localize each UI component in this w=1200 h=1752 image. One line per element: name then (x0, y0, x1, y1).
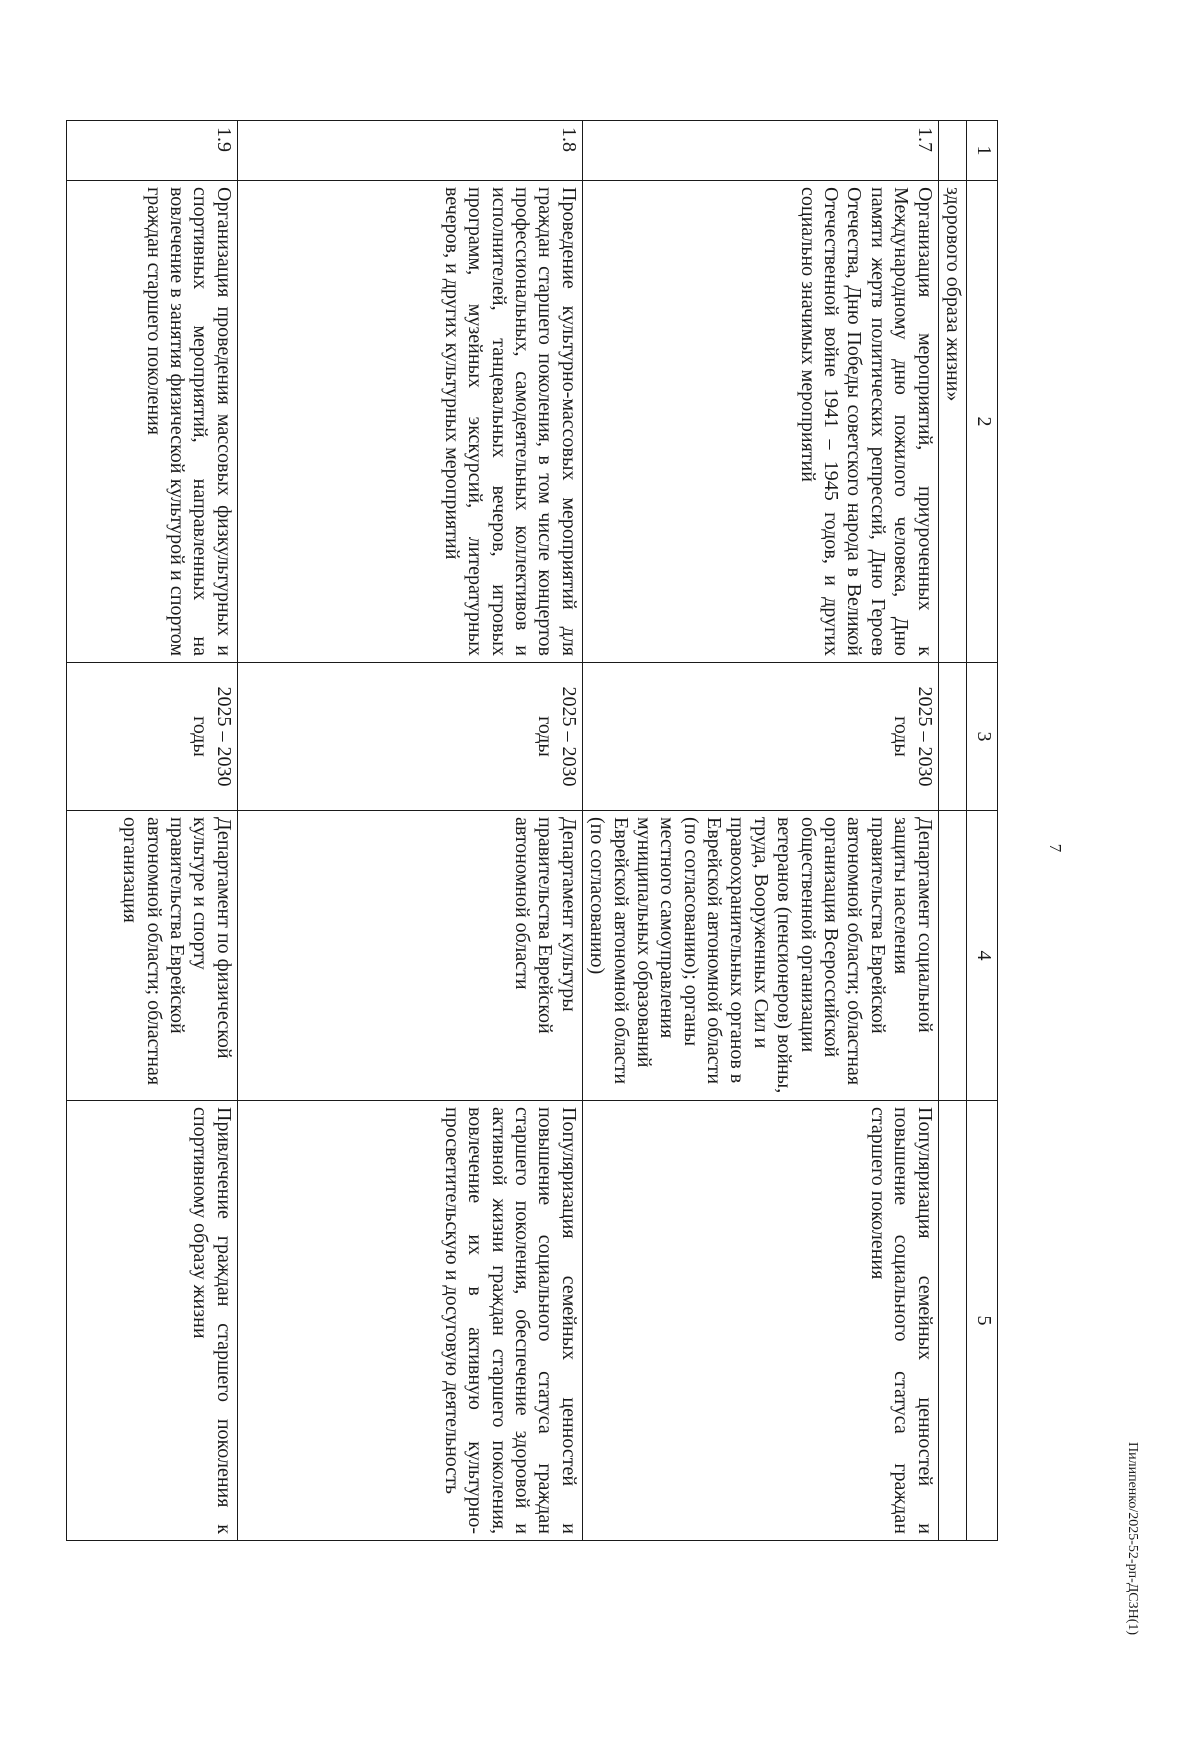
header-col-3: 3 (967, 663, 998, 811)
continuation-text: здорового образа жизни» (938, 181, 966, 663)
continuation-empty-cell (938, 1101, 966, 1541)
table-row (237, 121, 582, 1541)
table-row (67, 121, 238, 1541)
page-number: 7 (1046, 843, 1065, 853)
document-reference: Пилипенко/2025-52-рп-ДСЗН(1) (1125, 1442, 1140, 1636)
event-cell: Проведение культурно-массовых мероприятий для граждан старшего поколения, в том числе концертов профессиональных, самодеятельных коллективов и исполнителей, танцевальных вечеров, игровых программ, музейных экскурсий, литературных вечеров, и других культурных мероприятий (237, 181, 582, 663)
period-cell: 2025 – 2030 годы (67, 663, 238, 811)
period-cell: 2025 – 2030 годы (582, 663, 938, 811)
table-row (582, 121, 938, 1541)
continuation-empty-cell (938, 811, 966, 1101)
header-col-1: 1 (967, 121, 998, 181)
row-number: 1.8 (237, 121, 582, 181)
event-cell: Организация мероприятий, приуроченных к Международному дню пожилого человека, Дню памяти жертв политических репрессий, Дню Героев Отечества, Дню Победы советского народа в Великой Отечественной войне 1941 – 1945 годов, и других социально значимых мероприятий (582, 181, 938, 663)
responsible-cell: Департамент культуры правительства Еврейской автономной области (237, 811, 582, 1101)
row-number: 1.9 (67, 121, 238, 181)
program-table (66, 120, 998, 1540)
continuation-row (938, 121, 966, 1541)
continuation-empty-cell (938, 121, 966, 181)
header-row (967, 121, 998, 1541)
header-col-4: 4 (967, 811, 998, 1101)
event-cell: Организация проведения массовых физкультурных и спортивных мероприятий, направленных на вовлечение в занятия физической культурой и спортом граждан старшего поколения (67, 181, 238, 663)
continuation-empty-cell (938, 663, 966, 811)
header-col-5: 5 (967, 1101, 998, 1541)
result-cell: Привлечение граждан старшего поколения к спортивному образу жизни (67, 1101, 238, 1541)
result-cell: Популяризация семейных ценностей и повышение социального статуса граждан старшего поколения, обеспечение здоровой и активной жизни граждан старшего поколения, вовлечение их в активную культурно-просветительскую и досуговую деятельность (237, 1101, 582, 1541)
responsible-cell: Департамент социальной защиты населения правительства Еврейской автономной области; областная организация Всероссийской общественной организации ветеранов (пенсионеров) войны, труда, Вооруженных Сил и правоохранительных органов в Еврейской автономной области (по согласованию); органы местного самоуправления муниципальных образований Еврейской автономной области (по согласованию) (582, 811, 938, 1101)
result-cell: Популяризация семейных ценностей и повышение социального статуса граждан старшего поколения (582, 1101, 938, 1541)
header-col-2: 2 (967, 181, 998, 663)
period-cell: 2025 – 2030 годы (237, 663, 582, 811)
events-table (66, 120, 998, 1541)
row-number: 1.7 (582, 121, 938, 181)
responsible-cell: Департамент по физической культуре и спорту правительства Еврейской автономной области; областная организация (67, 811, 238, 1101)
